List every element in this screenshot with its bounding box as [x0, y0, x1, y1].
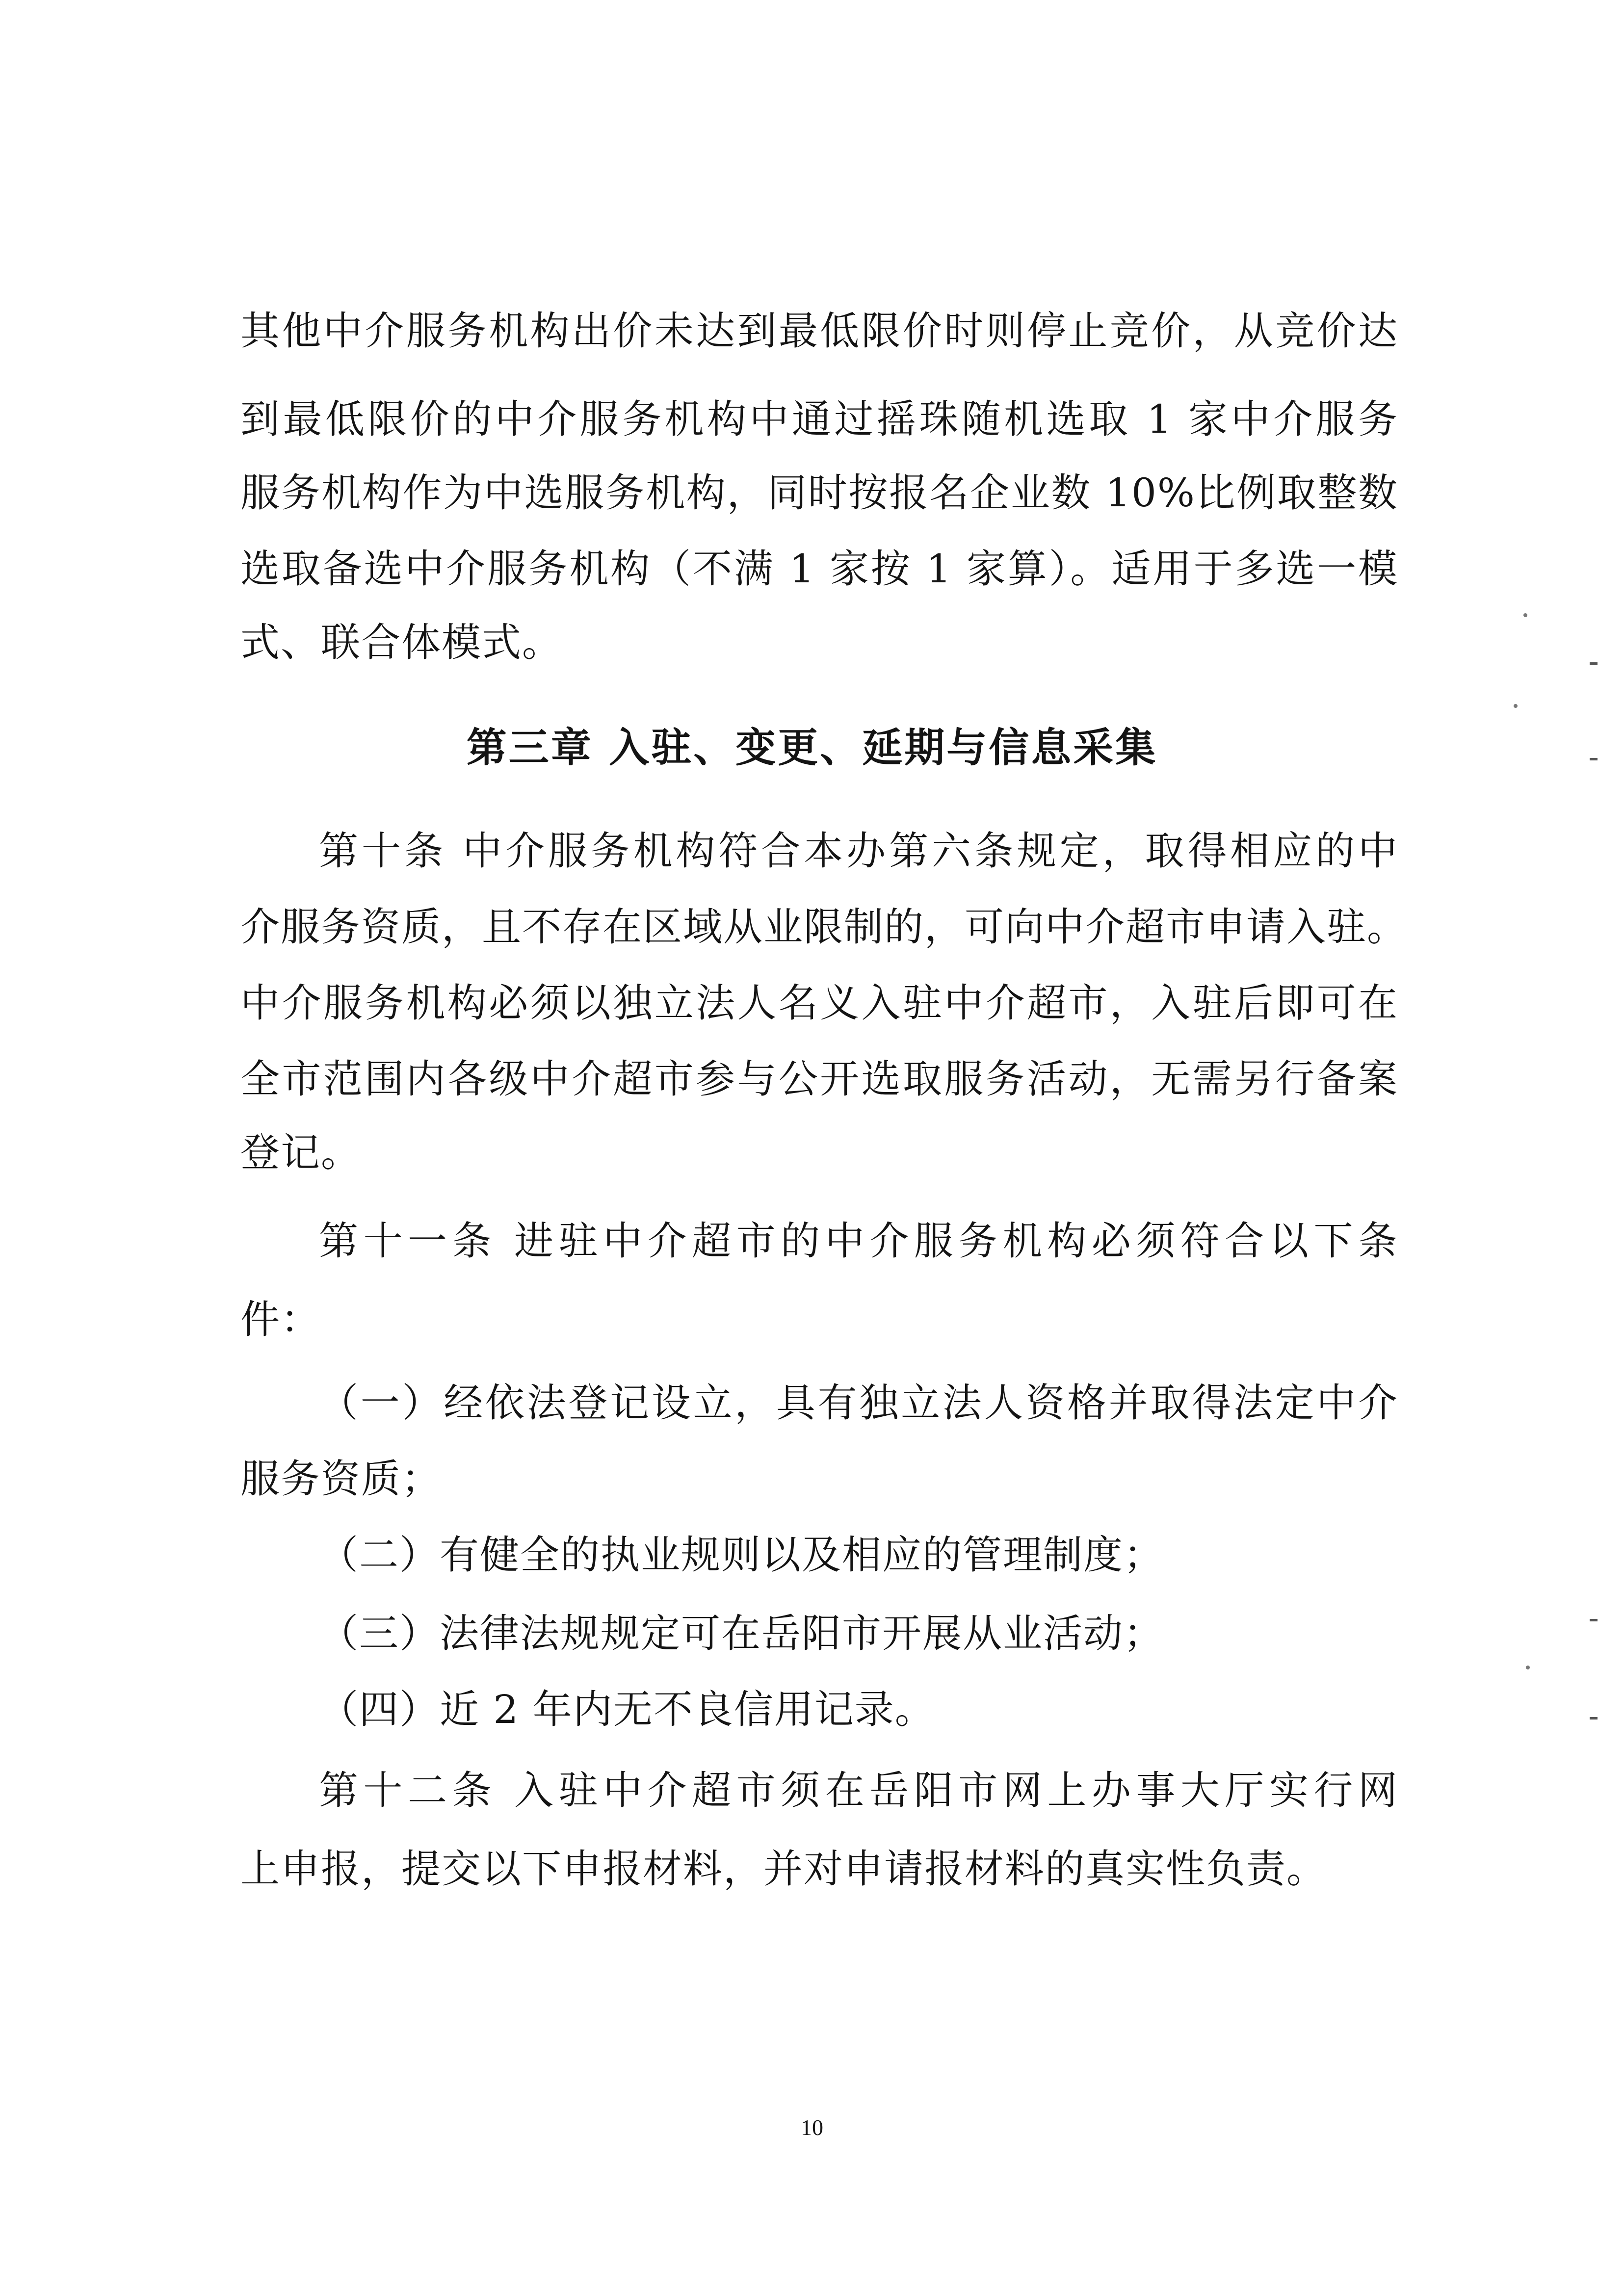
- scan-mark: [1590, 1717, 1598, 1720]
- list-item: （二）有健全的执业规则以及相应的管理制度；: [319, 1532, 1164, 1578]
- article-12-line: 第十二条 入驻中介超市须在岳阳市网上办事大厅实行网: [319, 1768, 1398, 1813]
- body-line: 式、联合体模式。: [240, 620, 562, 665]
- scan-dot: [1514, 704, 1518, 708]
- article-10-line: 第十条 中介服务机构符合本办第六条规定，取得相应的中: [319, 828, 1398, 874]
- article-11-line: 件：: [240, 1297, 321, 1342]
- scan-mark: [1590, 758, 1598, 760]
- page-number: 10: [801, 2115, 823, 2140]
- article-10-line: 中介服务机构必须以独立法人名义入驻中介超市，入驻后即可在: [240, 980, 1398, 1026]
- scan-mark: [1590, 1619, 1598, 1621]
- body-line: 到最低限价的中介服务机构中通过摇珠随机选取 1 家中介服务: [240, 396, 1398, 442]
- chapter-heading: 第三章 入驻、变更、延期与信息采集: [466, 725, 1158, 771]
- list-item: （一）经依法登记设立，具有独立法人资格并取得法定中介: [319, 1380, 1398, 1426]
- scan-dot: [1523, 613, 1527, 617]
- article-10-line: 介服务资质，且不存在区域从业限制的，可向中介超市申请入驻。: [240, 904, 1407, 950]
- article-10-line: 登记。: [240, 1130, 361, 1175]
- article-12-line: 上申报，提交以下申报材料，并对申请报材料的真实性负责。: [240, 1846, 1327, 1892]
- list-item: （三）法律法规规定可在岳阳市开展从业活动；: [319, 1611, 1164, 1656]
- list-item: （四）近 2 年内无不良信用记录。: [319, 1687, 935, 1732]
- body-line: 服务机构作为中选服务机构，同时按报名企业数 10%比例取整数: [240, 470, 1398, 516]
- list-item: 服务资质；: [240, 1456, 442, 1502]
- body-line: 选取备选中介服务机构（不满 1 家按 1 家算）。适用于多选一模: [240, 546, 1398, 592]
- scan-dot: [1526, 1666, 1530, 1669]
- body-line: 其他中介服务机构出价未达到最低限价时则停止竞价，从竞价达: [240, 308, 1398, 354]
- article-10-line: 全市范围内各级中介超市参与公开选取服务活动，无需另行备案: [240, 1056, 1398, 1102]
- article-11-line: 第十一条 进驻中介超市的中介服务机构必须符合以下条: [319, 1218, 1398, 1264]
- scan-mark: [1590, 662, 1598, 665]
